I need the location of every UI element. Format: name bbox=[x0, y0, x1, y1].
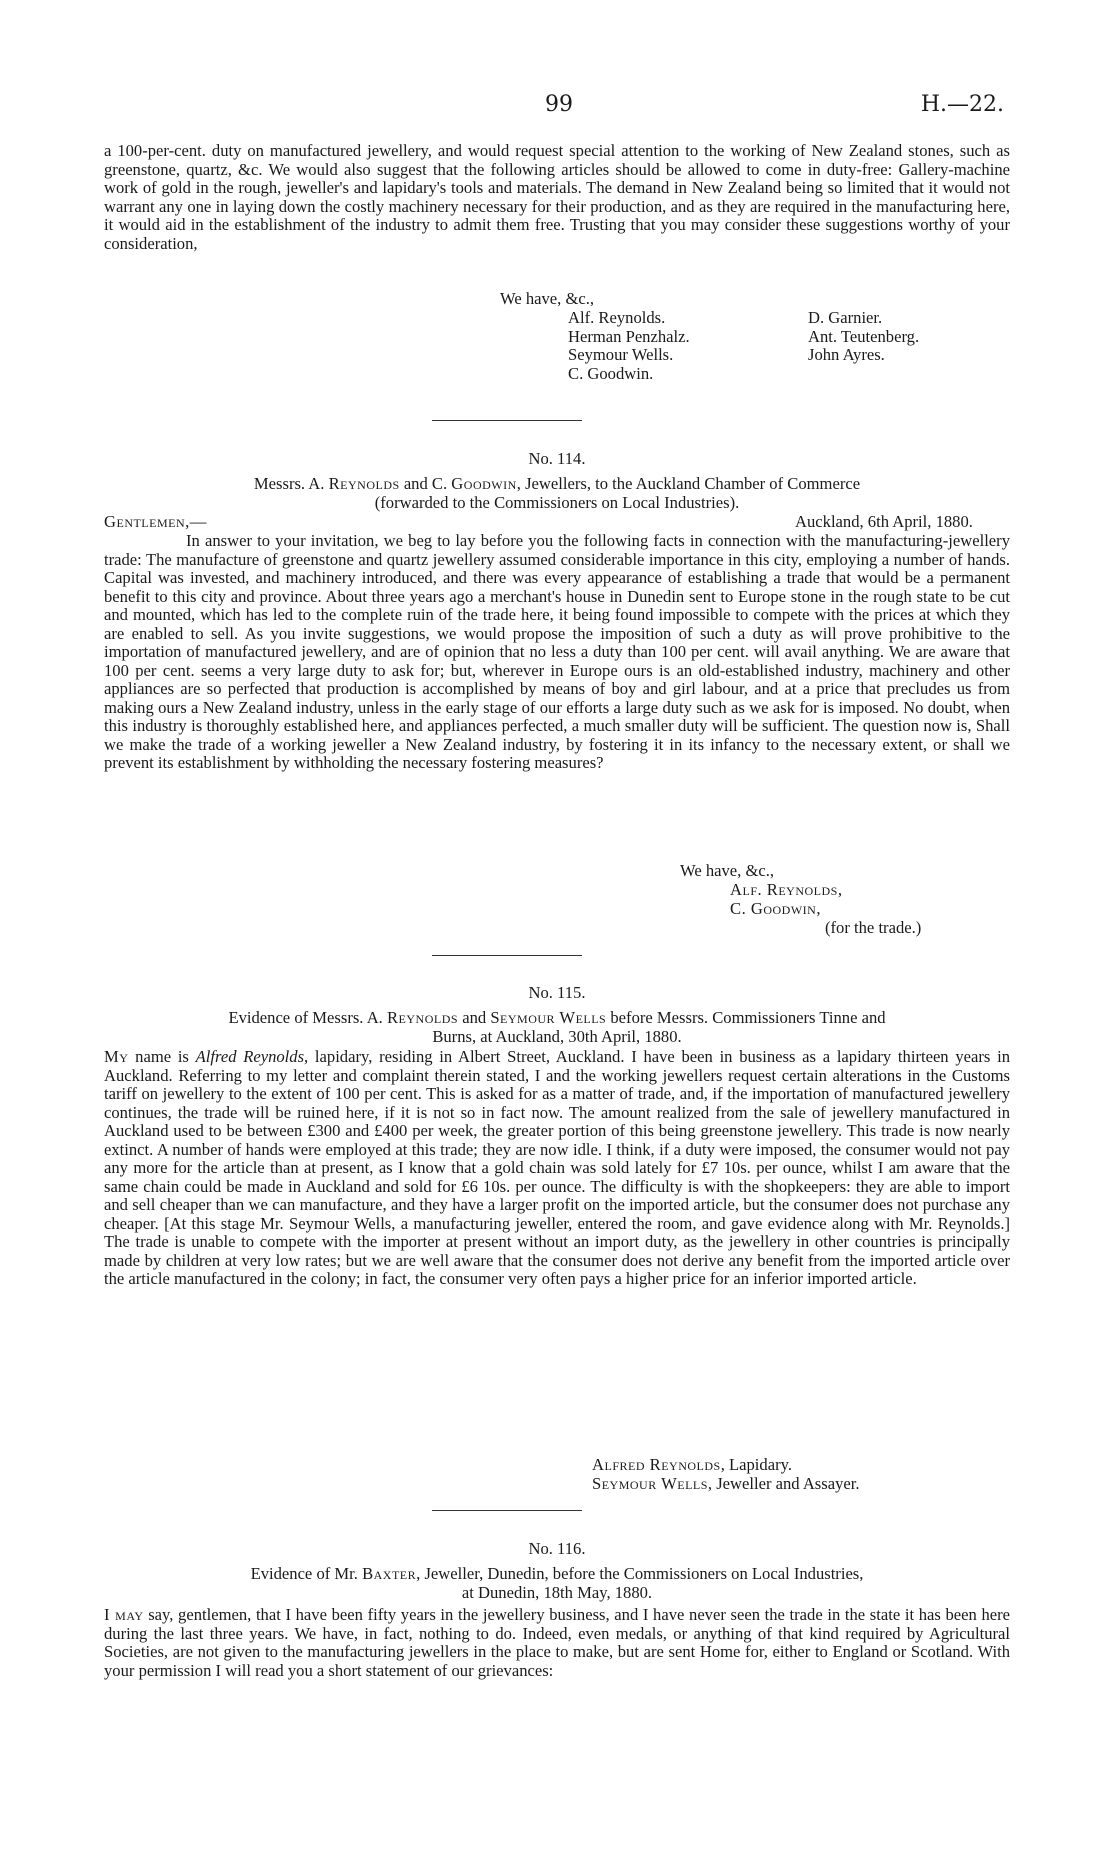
section-divider bbox=[432, 955, 582, 956]
witness-name: Reynolds bbox=[386, 1008, 459, 1027]
page-number: 99 bbox=[545, 92, 573, 117]
signatory: C. Goodwin. bbox=[568, 363, 654, 383]
no116-title: Evidence of Mr. Baxter, Jeweller, Dunedin, before the Commissioners on Local Industries, bbox=[250, 1564, 864, 1583]
author-name: Reynolds bbox=[328, 474, 400, 493]
signatory: Herman Penzhalz. bbox=[568, 326, 690, 346]
no116-heading: No. 116. bbox=[528, 1539, 586, 1558]
section-divider bbox=[432, 1510, 582, 1511]
no115-signatory: Seymour Wells, Jeweller and Assayer. bbox=[592, 1474, 860, 1493]
intro-paragraph: a 100-per-cent. duty on manufactured jewellery, and would request special attention to the working of New Zealand stones, such as greenstone, quartz, &c. We would also suggest that the following articles should be allowed to come in duty-free: Gallery-machine work of gold in the rough, jeweller's and lapidary's tools and materials. The demand in New Zealand being so limited that it would not warrant any one in laying down the costly machinery necessary for their production, and as they are required in the manufacturing here, it would aid in the establishment of the industry to admit them free. Trusting that you may consider these suggestions worthy of your consideration, bbox=[104, 141, 1010, 253]
signatory: John Ayres. bbox=[808, 345, 885, 364]
witness-name: Alfred Reynolds bbox=[195, 1047, 305, 1066]
signatory: D. Garnier. bbox=[808, 308, 883, 327]
document-reference: H.—22. bbox=[920, 92, 1004, 117]
no114-title-line2: (forwarded to the Commissioners on Local Industries). bbox=[374, 493, 740, 512]
section-divider bbox=[432, 420, 582, 421]
no114-closing: We have, &c., bbox=[680, 861, 775, 880]
no115-title: Evidence of Messrs. A. Reynolds and Seymour Wells before Messrs. Commissioners Tinne and bbox=[228, 1008, 886, 1027]
signatory: Seymour Wells. bbox=[568, 345, 674, 364]
no116-body: I may say, gentlemen, that I have been fifty years in the jewellery business, and I have never seen the trade in the state it has been here during the last three years. We have, in fact, nothing to do. Indeed, even medals, or anything of that kind required by Agricultural Societies, are not given to the manufacturing jewellers in the place to make, but are sent Home for, either to England or Scotland. With your permission I will read you a short statement of our grievances: bbox=[104, 1605, 1010, 1680]
signatory: Ant. Teutenberg. bbox=[808, 326, 920, 346]
no114-salutation: Gentlemen,— bbox=[104, 512, 207, 531]
no115-body: My name is Alfred Reynolds, lapidary, residing in Albert Street, Auckland. I have been in business as a lapidary thirteen years in Auckland. Referring to my letter and complaint therein stated, I and the working jewellers request certain alterations in the Customs tariff on jewellery to the extent of 100 per cent. This is asked for as a matter of trade, and, if the importation of manufactured jewellery continues, the trade will be ruined here, if it is not so in fact now. The amount realized from the sale of jewellery manufactured in Auckland used to be between £300 and £400 per week, the greater portion of this being greenstone jewellery. This trade is now nearly extinct. A number of hands were employed at this trade; they are now idle. I think, if a duty were imposed, the consumer would not pay any more for the article than at present, as I know that a gold chain was sold lately for £7 10s. per ounce, whilst I am aware that the same chain could be made in Auckland and sold for £6 10s. per ounce. The difficulty is with the shopkeepers: they are able to import and sell cheaper than we can manufacture, and they have a larger profit on the imported article, but the consumer does not purchase any cheaper. [At this stage Mr. Seymour Wells, a manufacturing jeweller, entered the room, and gave evidence along with Mr. Reynolds.] The trade is unable to compete with the importer at present without an import duty, as the jewellery in other countries is principally made by children at very low rates; but we are well aware that the consumer does not derive any benefit from the imported article over the article manufactured in the colony; in fact, the consumer very often pays a higher price for an inferior imported article. bbox=[104, 1047, 1010, 1288]
no114-heading: No. 114. bbox=[528, 449, 586, 468]
no114-date: Auckland, 6th April, 1880. bbox=[795, 512, 973, 531]
no114-signatory-note: (for the trade.) bbox=[825, 918, 922, 937]
intro-closing: We have, &c., bbox=[500, 289, 595, 308]
no114-signatory: Alf. Reynolds, bbox=[730, 880, 843, 899]
no116-title-line2: at Dunedin, 18th May, 1880. bbox=[461, 1583, 653, 1602]
no114-title: Messrs. A. Reynolds and C. Goodwin, Jewellers, to the Auckland Chamber of Commerce bbox=[253, 474, 861, 493]
author-name: Goodwin bbox=[451, 474, 517, 493]
no115-title-line2: Burns, at Auckland, 30th April, 1880. bbox=[432, 1027, 682, 1046]
page-header bbox=[0, 92, 1114, 120]
witness-name: Seymour Wells bbox=[490, 1008, 607, 1027]
no114-body: In answer to your invitation, we beg to lay before you the following facts in connection with the manufacturing-jewellery trade: The manufacture of greenstone and quartz jewellery assumed considerable importance in this city, employing a number of hands. Capital was invested, and machinery introduced, and there was every appearance of establishing a trade that would be a permanent benefit to this city and province. About three years ago a merchant's house in Dunedin sent to Europe stone in the rough state to be cut and mounted, which has led to the complete ruin of the trade here, it being found impossible to compete with the prices at which they are enabled to sell. As you invite suggestions, we would propose the imposition of such a duty as will prove prohibitive to the importation of manufactured jewellery, and are of opinion that no less a duty than 100 per cent. will avail anything. We are aware that 100 per cent. seems a very large duty to ask for; but, wherever in Europe ours is an old-established industry, machinery and other appliances are so perfected that production is accomplished by means of boy and girl labour, and at a price that precludes us from making ours a New Zealand industry, unless in the early stage of our efforts a large duty such as we ask for is imposed. No doubt, when this industry is thoroughly established here, and appliances perfected, a much smaller duty will be sufficient. The question now is, Shall we make the trade of a working jeweller a New Zealand industry, by fostering it in its infancy to the necessary extent, or shall we prevent its establishment by withholding the necessary fostering measures? bbox=[104, 531, 1010, 772]
witness-name: Baxter bbox=[362, 1564, 417, 1583]
signatory: Alf. Reynolds. bbox=[568, 308, 666, 327]
no115-heading: No. 115. bbox=[528, 983, 586, 1002]
no114-signatory: C. Goodwin, bbox=[730, 899, 821, 918]
intro-signatories-right bbox=[808, 309, 919, 365]
no115-signatory: Alfred Reynolds, Lapidary. bbox=[592, 1455, 792, 1474]
intro-signatories-left bbox=[568, 309, 690, 383]
